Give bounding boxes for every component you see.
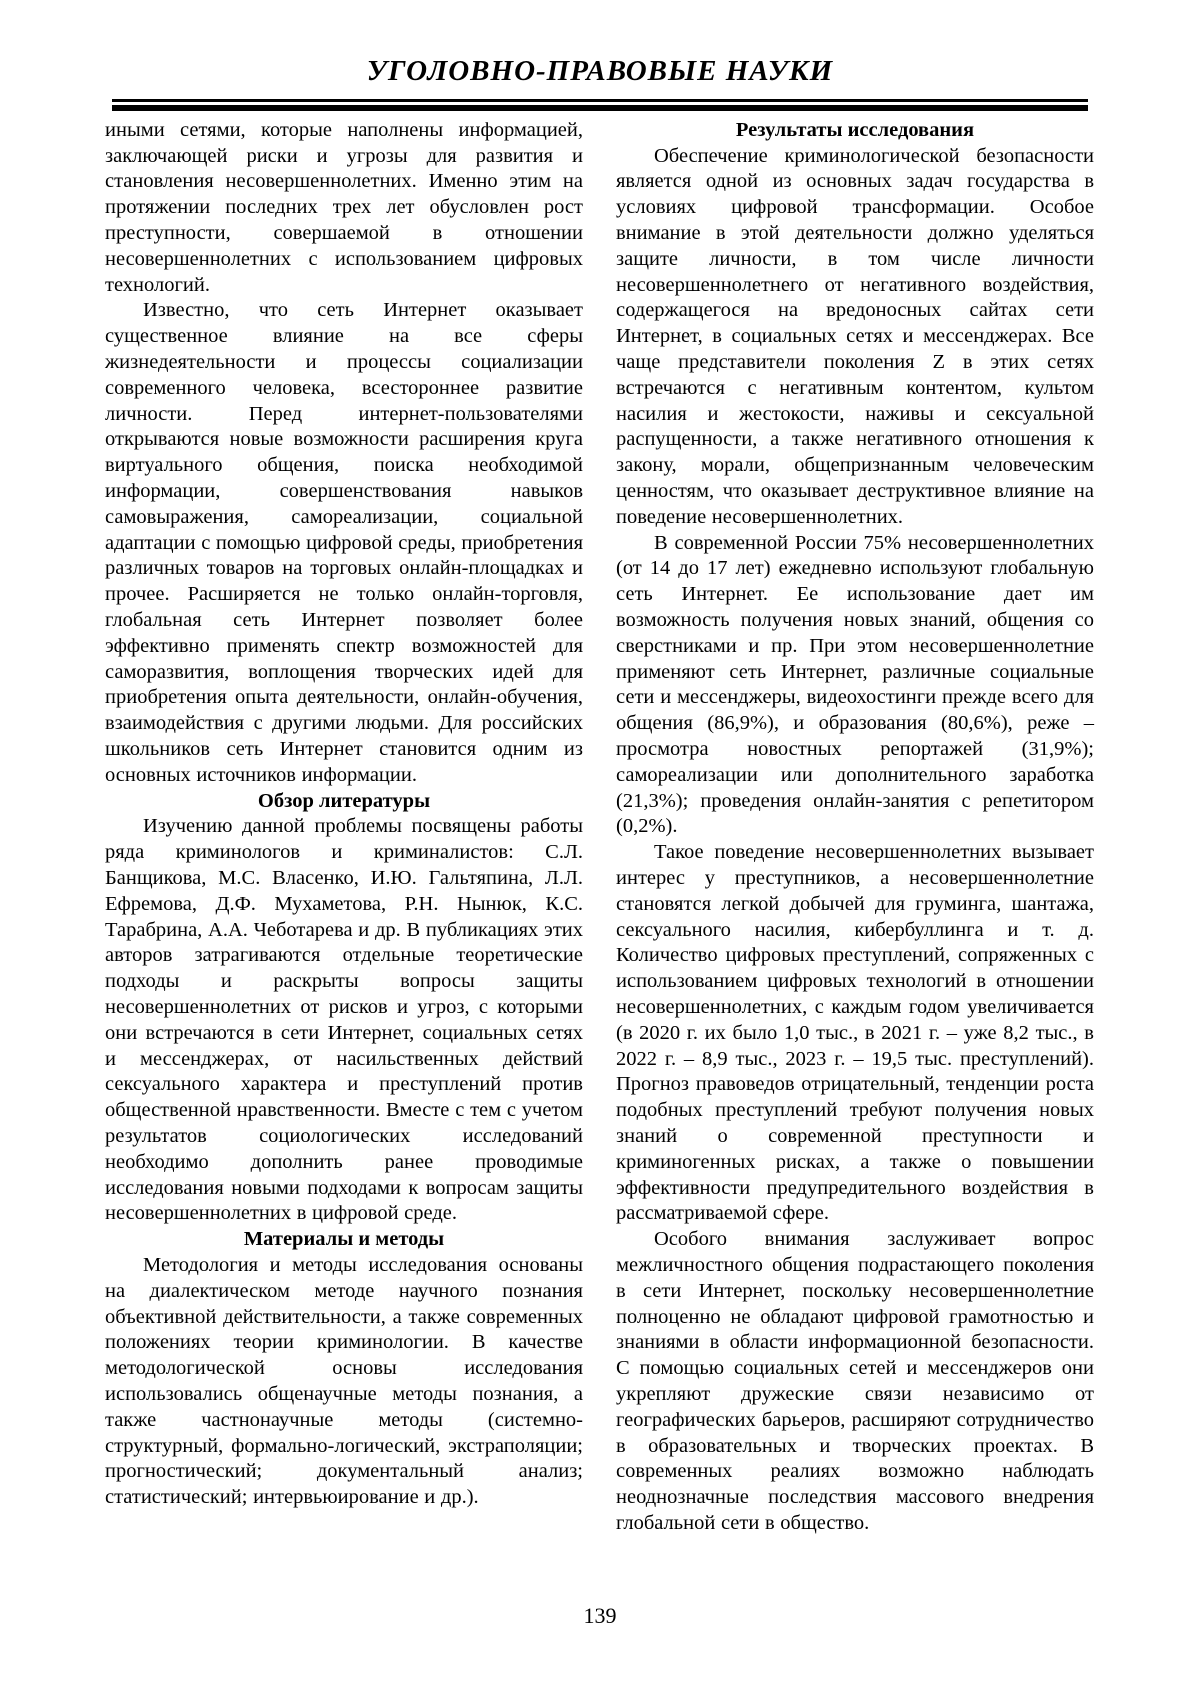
heading-results: Результаты исследования [735, 118, 975, 141]
page-number: 139 [583, 1603, 617, 1628]
page-footer [0, 1605, 1200, 1627]
left-column [105, 118, 583, 1537]
paragraph-criminological-security: Обеспечение криминологической безопасности является одной из основных задач государства в условиях цифровой трансформации. Особое внимание в этой деятельности должно уделяться защите личности, в том числе личности несовершеннолетнего от негативного воздействия, содержащегося на вредоносных сайтах сети Интернет, в социальных сетях и мессенджерах. Все чаще представители поколения Z в этих сетях встречаются с негативным контентом, культом насилия и жестокости, наживы и сексуальной распущенности, а также негативного отношения к закону, морали, общепризнанным человеческим ценностям, что оказывает деструктивное влияние на поведение несовершеннолетних. [616, 144, 1094, 528]
paragraph-methodology: Методология и методы исследования основаны на диалектическом методе научного познания объективной действительности, а также современных положениях теории криминологии. В качестве методологической основы исследования использовались общенаучные методы познания, а также частнонаучные методы (системно-структурный, формально-логический, экстраполяции; прогностический; документальный анализ; статистический; интервьюирование и др.). [105, 1253, 583, 1509]
running-head [0, 0, 1200, 111]
section-title: УГОЛОВНО-ПРАВОВЫЕ НАУКИ [366, 55, 834, 87]
paragraph-interpersonal-communication: Особого внимания заслуживает вопрос межличностного общения подрастающего поколения в сети Интернет, поскольку несовершеннолетние полноценно не обладают цифровой грамотностью и знаниями в области информационной безопасности. С помощью социальных сетей и мессенджеров они укрепляют дружеские связи независимо от географических барьеров, расширяют сотрудничество в образовательных и творческих проектах. В современных реалиях возможно наблюдать неоднозначные последствия массового внедрения глобальной сети в общество. [616, 1228, 1094, 1534]
paragraph-internet-usage-statistics: В современной России 75% несовершеннолетних (от 14 до 17 лет) ежедневно используют глобальную сеть Интернет. Ее использование дает им возможность получения новых знаний, общения со сверстниками и пр. При этом несовершеннолетние применяют сеть Интернет, различные социальные сети и мессенджеры, видеохостинги прежде всего для общения (86,9%), и образования (80,6%), реже – просмотра новостных репортажей (31,9%); самореализации или дополнительного заработка (21,3%); проведения онлайн-занятия с репетитором (0,2%). [616, 531, 1094, 838]
paragraph-literature-review: Изучению данной проблемы посвящены работы ряда криминологов и криминалистов: С.Л. Банщикова, М.С. Власенко, И.Ю. Гальтяпина, Л.Л. Ефремова, Д.Ф. Мухаметова, Р.Н. Нынюк, К.С. Тарабрина, А.А. Чеботарева и др. В публикациях этих авторов затрагиваются отдельные теоретические подходы и раскрыты вопросы защиты несовершеннолетних от рисков и угроз, с которыми они встречаются в сети Интернет, социальных сетях и мессенджерах, от насильственных действий сексуального характера и преступлений против общественной нравственности. Вместе с тем с учетом результатов социологических исследований необходимо дополнить ранее проводимые исследования новыми подходами к вопросам защиты несовершеннолетних в цифровой среде. [105, 815, 583, 1225]
paragraph-digital-crime-growth: Такое поведение несовершеннолетних вызывает интерес у преступников, а несовершеннолетние становятся легкой добычей для груминга, шантажа, сексуального насилия, кибербуллинга и т. д. Количество цифровых преступлений, сопряженных с использованием цифровых технологий в отношении несовершеннолетних, с каждым годом увеличивается (в 2020 г. их было 1,0 тыс., в 2021 г. – уже 8,2 тыс., в 2022 г. – 8,9 тыс., 2023 г. – 19,5 тыс. преступлений). Прогноз правоведов отрицательный, тенденции роста подобных преступлений требуют получения новых знаний о современной преступности и криминогенных рисках, а также о повышении эффективности предупредительного воздействия в рассматриваемой сфере. [616, 841, 1094, 1225]
header-rule-thin-line [112, 99, 1088, 102]
paragraph-internet-influence: Известно, что сеть Интернет оказывает существенное влияние на все сферы жизнедеятельности и процессы социализации современного человека, всестороннее развитие личности. Перед интернет-пользователями открываются новые возможности расширения круга виртуального общения, поиска необходимой информации, совершенствования навыков самовыражения, самореализации, социальной адаптации с помощью цифровой среды, приобретения различных товаров на торговых онлайн-площадках и прочее. Расширяется не только онлайн-торговля, глобальная сеть Интернет позволяет более эффективно применять спектр возможностей для саморазвития, воплощения творческих идей для приобретения опыта деятельности, онлайн-обучения, взаимодействия с другими людьми. Для российских школьников сеть Интернет становится одним из основных источников информации. [105, 299, 583, 786]
article-body [0, 111, 1200, 1537]
right-column [616, 118, 1094, 1537]
header-rule [112, 99, 1088, 111]
heading-materials-methods: Материалы и методы [243, 1228, 445, 1251]
paragraph-continuation: иными сетями, которые наполнены информацией, заключающей риски и угрозы для развития и становления несовершеннолетних. Именно этим на протяжении последних трех лет обусловлен рост преступности, совершаемой в отношении несовершеннолетних с использованием цифровых технологий. [105, 118, 583, 296]
heading-literature-review: Обзор литературы [257, 789, 431, 812]
